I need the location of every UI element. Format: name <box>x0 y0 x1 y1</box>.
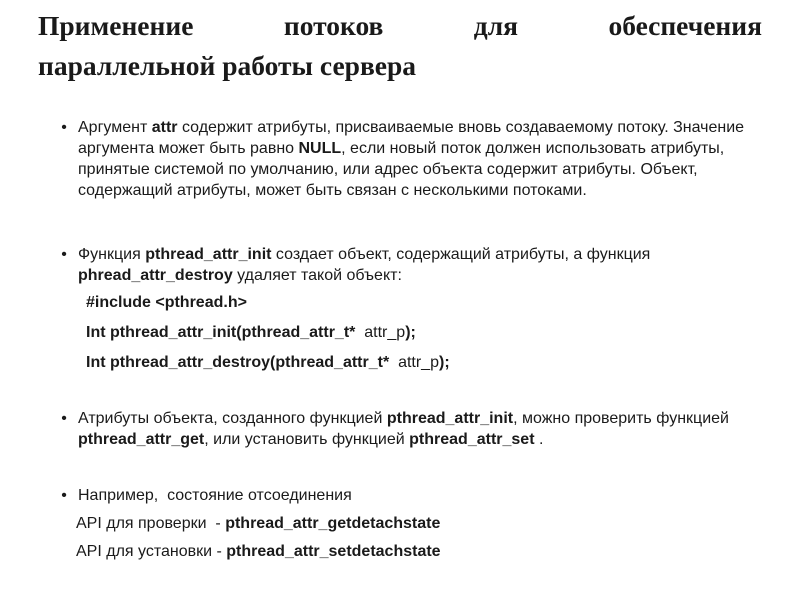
text-run: Атрибуты объекта, созданного функцией <box>78 410 387 427</box>
bullet-detach-state <box>57 485 757 506</box>
text-run: , если новый поток должен использовать атрибуты, принятые системой по умолчанию, или адрес объекта содержит атрибуты. Объект, содержащий атрибуты, может быть связан с несколькими потоками. <box>78 140 725 199</box>
keyword: pthread_attr_init <box>386 410 514 427</box>
code-param: attr_p <box>355 324 406 341</box>
code-text: ); <box>438 354 450 371</box>
bullet-attr-init-function <box>57 244 757 286</box>
title-word: Применение <box>38 10 194 41</box>
api-function: pthread_attr_setdetachstate <box>226 543 441 560</box>
code-param: attr_p <box>389 354 439 371</box>
code-line-destroy <box>86 352 450 374</box>
text-run: Аргумент <box>78 119 152 136</box>
bullet-icon: • <box>61 487 67 504</box>
text-run: удаляет такой объект: <box>232 267 402 284</box>
api-label: API для установки - <box>76 543 227 560</box>
bullet-attr-argument <box>57 117 757 201</box>
title-word: для <box>473 10 519 41</box>
bullet-attr-get-set <box>57 408 757 450</box>
api-function: pthread_attr_getdetachstate <box>225 515 441 532</box>
keyword: attr <box>151 119 178 136</box>
title-line-1 <box>38 6 762 46</box>
text-run: содержит атрибуты, присваиваемые вновь создаваемому потоку. Значение аргумента может быть равно <box>78 119 745 157</box>
title-word: потоков <box>283 10 384 41</box>
keyword: pthread_attr_set <box>409 431 535 448</box>
bullet-icon: • <box>61 410 67 427</box>
keyword: pthread_attr_init <box>145 246 272 263</box>
code-text: Int pthread_attr_init(pthread_attr_t* <box>86 324 356 341</box>
api-check-line <box>76 513 440 535</box>
code-text: Int pthread_attr_destroy(pthread_attr_t* <box>86 354 390 371</box>
slide-title <box>38 6 762 86</box>
bullet-icon: • <box>61 246 67 263</box>
code-line-include <box>86 292 247 314</box>
title-line-2: параллельной работы сервера <box>38 50 417 81</box>
api-set-line <box>76 541 441 563</box>
text-run: создает объект, содержащий атрибуты, а функция <box>271 246 651 263</box>
api-label: API для проверки - <box>76 515 226 532</box>
keyword: pthread_attr_get <box>78 431 205 448</box>
keyword: phread_attr_destroy <box>78 267 233 284</box>
text-run: . <box>534 431 544 448</box>
code-line-init <box>86 322 416 344</box>
text-run: , можно проверить функцией <box>513 410 729 427</box>
text-run: Функция <box>78 246 146 263</box>
code-text: ); <box>405 324 416 341</box>
title-word: обеспечения <box>608 10 762 41</box>
code-text: #include <pthread.h> <box>86 294 247 311</box>
text-run: Например, состояние отсоединения <box>78 487 352 504</box>
bullet-icon: • <box>61 119 67 136</box>
text-run: , или установить функцией <box>204 431 410 448</box>
keyword: NULL <box>298 140 342 157</box>
